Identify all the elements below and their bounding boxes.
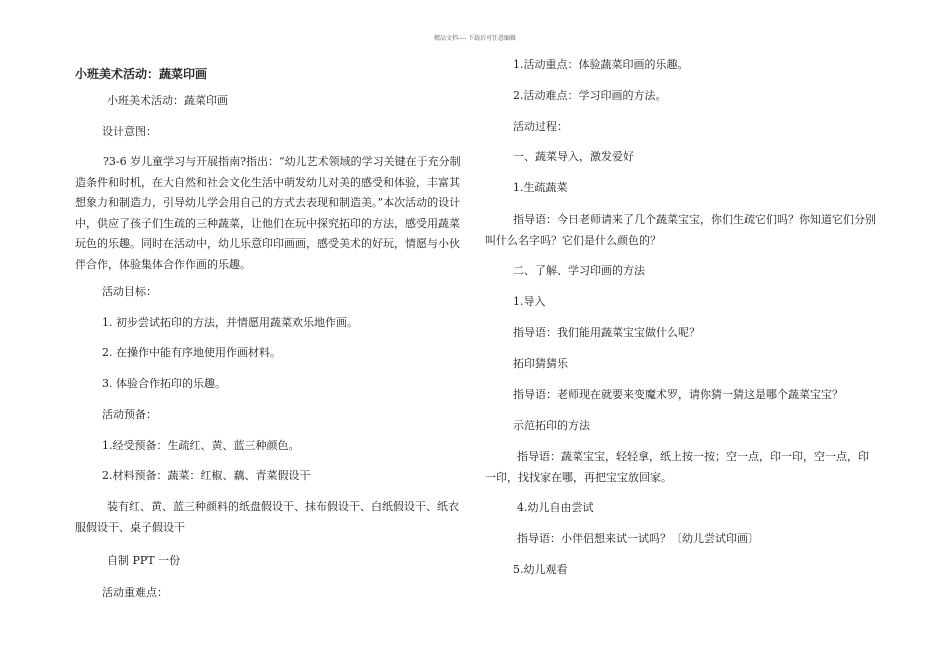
section-heading: 一、蔬菜导入，激发爱好 bbox=[513, 150, 634, 163]
step-heading: 拓印猜猜乐 bbox=[513, 357, 568, 370]
process-label: 活动过程： bbox=[513, 120, 568, 133]
goal-item: 2. 在操作中能有序地使用作画材料。 bbox=[102, 346, 281, 359]
goal-item: 3. 体验合作拓印的乐趣。 bbox=[102, 377, 226, 390]
goal-item: 1. 初步尝试拓印的方法，并情愿用蔬菜欢乐地作画。 bbox=[102, 316, 358, 329]
page-header: 精品文档---- 下载后可任意编辑 bbox=[433, 35, 517, 42]
step-text: 指导语：蔬菜宝宝，轻轻拿，纸上按一按；空一点，印一印，空一点，印一印，找找家在哪，再把宝宝放回家。 bbox=[485, 450, 869, 484]
step-text: 指导语：今日老师请来了几个蔬菜宝宝，你们生疏它们吗？你知道它们分别叫什么名字吗？它们是什么颜色的？ bbox=[485, 213, 876, 247]
prep-item: 自制 PPT 一份 bbox=[107, 554, 181, 567]
key-point-item: 2.活动难点：学习印画的方法。 bbox=[513, 89, 667, 102]
subtitle: 小班美术活动：蔬菜印画 bbox=[107, 94, 228, 107]
step-heading: 示范拓印的方法 bbox=[513, 419, 590, 432]
step-heading: 1.生疏蔬菜 bbox=[513, 181, 568, 194]
step-text: 指导语：老师现在就要来变魔术罗，请你猜一猜这是哪个蔬菜宝宝？ bbox=[513, 388, 843, 401]
section-heading: 二、了解、学习印画的方法 bbox=[513, 264, 645, 277]
step-heading: 5.幼儿观看 bbox=[513, 563, 568, 576]
step-heading: 4.幼儿自由尝试 bbox=[517, 501, 594, 514]
prep-item: 装有红、黄、蓝三种颜料的纸盘假设干、抹布假设干、白纸假设干、纸衣服假设干、桌子假设干 bbox=[75, 500, 459, 534]
prep-label: 活动预备： bbox=[102, 408, 157, 421]
goals-label: 活动目标： bbox=[102, 285, 157, 298]
step-text: 指导语：我们能用蔬菜宝宝做什么呢？ bbox=[513, 326, 700, 339]
prep-item: 1.经受预备：生疏红、黄、蓝三种颜色。 bbox=[102, 439, 300, 452]
step-heading: 1.导入 bbox=[513, 295, 546, 308]
document-title: 小班美术活动：蔬菜印画 bbox=[75, 67, 208, 81]
design-paragraph: ?3-6 岁儿童学习与开展指南?指出：“幼儿艺术领域的学习关键在于充分制造条件和时机，在大自然和社会文化生活中萌发幼儿对美的感受和体验，丰富其想象力和制造力，引导幼儿学会用自己的方式去表现和制造美。”本次活动的设计中，供应了孩子们生疏的三种蔬菜，让他们在玩中探究拓印的方法，感受用蔬菜玩色的乐趣。同时在活动中，幼儿乐意印印画画，感受美术的好玩，情愿与小伙伴合作，体验集体合作作画的乐趣。 bbox=[75, 155, 461, 271]
prep-item: 2.材料预备：蔬菜：红椒、藕、青菜假设干 bbox=[102, 469, 311, 482]
key-point-item: 1.活动重点：体验蔬菜印画的乐趣。 bbox=[513, 58, 689, 71]
key-points-label: 活动重难点： bbox=[102, 586, 168, 599]
design-label: 设计意图： bbox=[102, 125, 157, 138]
step-text: 指导语：小伴侣想来试一试吗？〔幼儿尝试印画〕 bbox=[517, 532, 759, 545]
